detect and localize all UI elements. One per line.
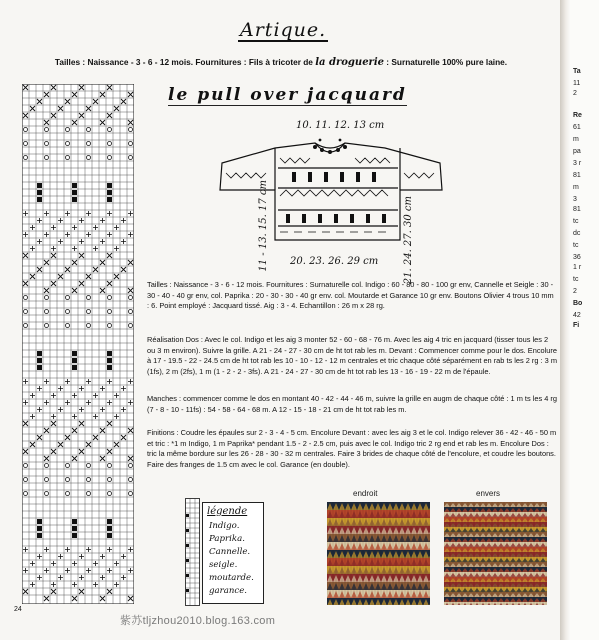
photo-label-front: endroit [353,489,378,498]
subtitle-end: : Surnaturelle 100% pure laine. [383,57,508,67]
right-page-text-fragment: tc [573,218,579,225]
bottom-measure: 20. 23. 26. 29 cm [290,256,379,267]
legend-item: moutarde. [209,573,254,583]
knit-swatch-back [444,502,547,605]
subtitle-start: Tailles : Naissance - 3 - 6 - 12 mois. Fournitures : Fils à tricoter de [54,57,316,67]
photo-label-back: envers [476,489,501,498]
sweater-schematic [200,128,460,268]
right-measure: 21. 24. 27. 30 cm [403,196,414,285]
legend-box [202,502,264,604]
top-measure: 10. 11. 12. 13 cm [296,120,385,131]
right-page-text-fragment: 3 r [573,160,582,167]
pattern-title: le pull over jacquard [168,85,407,105]
knitting-chart-grid [22,84,134,604]
right-page-text-fragment: 3 [573,196,577,203]
right-page-text-fragment: tc [573,276,579,283]
right-page-text-fragment: Re [573,112,582,119]
right-page-text-fragment: dc [573,230,581,237]
right-page-text-fragment: 11 [573,80,581,87]
right-page-text-fragment: m [573,136,579,143]
right-page-text-fragment: 61 [573,124,581,131]
right-page-text-fragment: 2 [573,90,577,97]
right-page-text-fragment: pa [573,148,581,155]
watermark: 紫苏tljzhou2010.blog.163.com [120,615,276,627]
book-gutter [560,0,570,640]
subtitle-line [0,57,562,68]
left-measure: 11 - 13. 15. 17 cm [258,180,269,272]
legend-item: Cannelle. [209,547,251,557]
legend-chart-grid [185,498,200,606]
right-page-text-fragment: Ta [573,68,581,75]
right-page-text-fragment: m [573,184,579,191]
sizes-paragraph: Tailles : Naissance - 3 - 6 - 12 mois. Fournitures : Surnaturelle col. Indigo : 60 - 80 - 80 - 100 gr env, Cannelle et Seigle : 30 - 30 - 40 - 40 gr env, col. Paprika : 20 - 30 - 30 - 40 gr env. col. Moutarde et Garance 10 gr env. Boutons Olivier 4 trous 10 mm : 6. Point employé : Jacquard tissé. Aig : 3 - 4. Echantillon : 26 m x 28 rg. [147,280,554,311]
finishing-paragraph: Finitions : Coudre les épaules sur 2 - 3 - 4 - 5 cm. Encolure Devant : avec les aig 3 et le col. Indigo relever 36 - 42 - 46 - 50 m et tric : *1 m Indigo, 1 m Paprika* pendant 1.5 - 2 - 2.5 cm, puis avec le col. Indigo tric 2 rg end et rab les m. Encolure Dos : tric la même bordure sur les 26 - 28 - 30 - 32 m centrales. Faire 3 brides de chaque côté de l'encolure, et coudre les boutons. Faire des franges de 1.5 cm avec le col. Garance (en double). [147,428,557,469]
legend-item: garance. [209,586,248,596]
page-number: 24 [14,606,22,613]
brand-name: la droguerie [315,57,384,68]
right-page-text-fragment: 81 [573,206,581,213]
legend-title: légende [207,506,248,517]
right-page-text-fragment: 36 [573,254,581,261]
right-page-text-fragment: 81 [573,172,581,179]
sleeves-paragraph: Manches : commencer comme le dos en montant 40 - 42 - 44 - 46 m, suivre la grille en augm de chaque côté : 1 m ts les 4 rg (7 - 8 - 10 - 11fs) : 54 - 58 - 64 - 68 m. A 12 - 15 - 18 - 21 cm de ht tot rab les m. [147,394,557,414]
right-page-edge [570,0,599,640]
right-page-text-fragment: Fi [573,322,580,329]
right-page-text-fragment: Bo [573,300,583,307]
right-page-text-fragment: 42 [573,312,581,319]
legend-item: seigle. [209,560,238,570]
page-title: Artique. [240,19,327,41]
back-paragraph: Réalisation Dos : Avec le col. Indigo et les aig 3 monter 52 - 60 - 68 - 76 m. Avec les aig 4 tric en jacquard (tisser tous les 2 ou 3 m environ). Suivre la grille. A 21 - 24 - 27 - 30 cm de ht tot rab les m. Devant : Commencer comme pour le dos. Encolure à 17 - 19.5 - 22 - 24.5 cm de ht tot rab les 10 - 10 - 12 - 12 m centrales et tric chaque côté séparément en rab ts les 2 rg : 3 m (1fs), 2 m (2fs), 1 m (1 - 2 - 2 - 3fs). A 21 - 24 - 27 - 30 cm de ht tot rab les 13 - 16 - 19 - 22 m de l'épaule. [147,335,557,376]
knit-swatch-front [327,502,430,605]
right-page-text-fragment: 1 r [573,264,582,271]
legend-item: Paprika. [209,534,245,544]
right-page-text-fragment: 2 [573,288,577,295]
legend-item: Indigo. [209,521,240,531]
right-page-text-fragment: tc [573,242,579,249]
